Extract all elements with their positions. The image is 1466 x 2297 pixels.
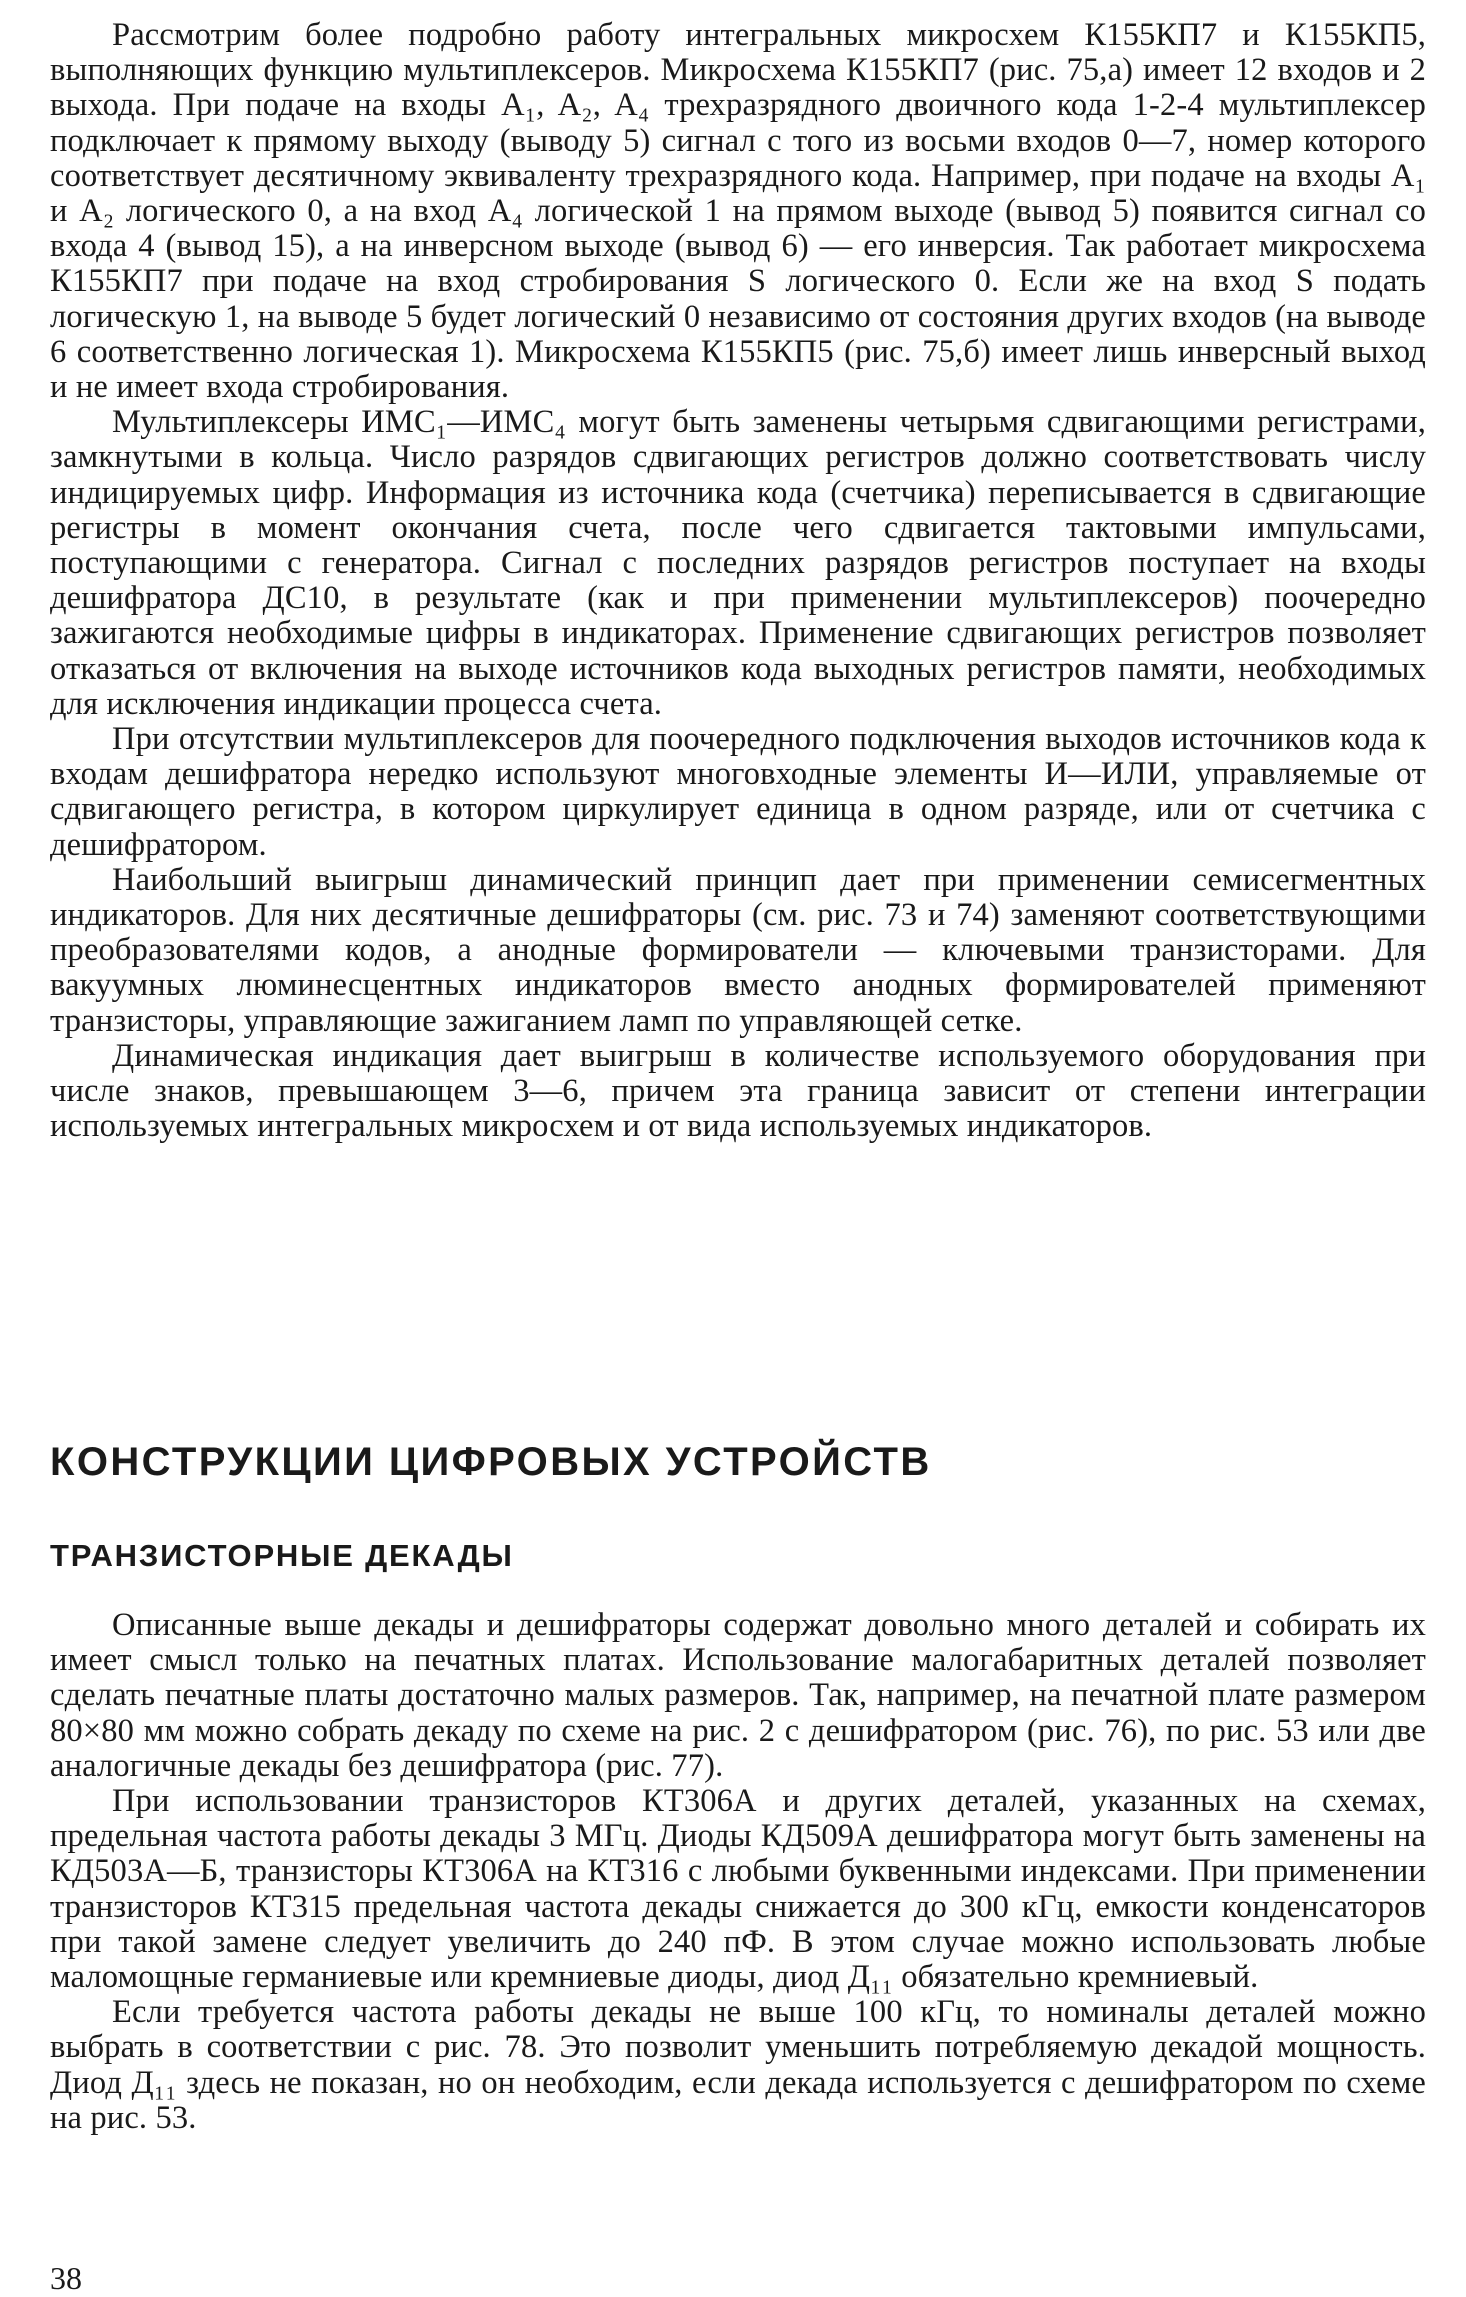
text-block-top: [50, 18, 1426, 1145]
paragraph-multiplexers-k155: Рассмотрим более подробно работу интегральных микросхем К155КП7 и К155КП5, выполняющих функцию мультиплексеров. Микросхема К155КП7 (рис. 75,а) имеет 12 входов и 2 выхода. При подаче на входы A₁, A₂, A₄ трехразрядного двоичного кода 1-2-4 мультиплексер подключает к прямому выходу (выводу 5) сигнал с того из восьми входов 0—7, номер которого соответствует десятичному эквиваленту трехразрядного кода. Например, при подаче на входы A₁ и A₂ логического 0, а на вход A₄ логической 1 на прямом выходе (вывод 5) появится сигнал со входа 4 (вывод 15), а на инверсном выходе (вывод 6) — его инверсия. Так работает микросхема К155КП7 при подаче на вход стробирования S логического 0. Если же на вход S подать логическую 1, на выводе 5 будет логический 0 независимо от состояния других входов (на выводе 6 соответственно логическая 1). Микросхема К155КП5 (рис. 75,б) имеет лишь инверсный выход и не имеет входа стробирования.: [50, 17, 1426, 406]
paragraph-and-or-elements: При отсутствии мультиплексеров для поочередного подключения выходов источников кода к входам дешифратора нередко используют многовходные элементы И—ИЛИ, управляемые от сдвигающего регистра, в котором циркулирует единица в одном разряде, или от счетчика с дешифратором.: [50, 721, 1426, 863]
text-block-bottom: [50, 1608, 1426, 2136]
subsection-title: ТРАНЗИСТОРНЫЕ ДЕКАДЫ: [50, 1538, 514, 1573]
paragraph-printed-boards: Описанные выше декады и дешифраторы содержат довольно много деталей и собирать их имеет смысл только на печатных платах. Использование малогабаритных деталей позволяет сделать печатные платы достаточно малых размеров. Так, например, на печатной плате размером 80×80 мм можно собрать декаду по схеме на рис. 2 с дешифратором (рис. 76), по рис. 53 или две аналогичные декады без дешифратора (рис. 77).: [50, 1607, 1426, 1784]
paragraph-dynamic-indication: Динамическая индикация дает выигрыш в количестве используемого оборудования при числе знаков, превышающем 3—6, причем эта граница зависит от степени интеграции используемых интегральных микросхем и от вида используемых индикаторов.: [50, 1037, 1426, 1145]
section-title: КОНСТРУКЦИИ ЦИФРОВЫХ УСТРОЙСТВ: [50, 1440, 932, 1484]
paragraph-shift-registers: Мультиплексеры ИМС₁—ИМС₄ могут быть заменены четырьмя сдвигающими регистрами, замкнутыми в кольца. Число разрядов сдвигающих регистров должно соответствовать числу индицируемых цифр. Информация из источника кода (счетчика) переписывается в сдвигающие регистры в момент окончания счета, после чего сдвигается тактовыми импульсами, поступающими с генератора. Сигнал с последних разрядов регистров поступает на входы дешифратора ДС10, в результате (как и при применении мультиплексеров) поочередно зажигаются необходимые цифры в индикаторах. Применение сдвигающих регистров позволяет отказаться от включения на выходе источников кода выходных регистров памяти, необходимых для исключения индикации процесса счета.: [50, 404, 1426, 722]
paragraph-low-frequency: Если требуется частота работы декады не выше 100 кГц, то номиналы деталей можно выбрать в соответствии с рис. 78. Это позволит уменьшить потребляемую декадой мощность. Диод Д₁₁ здесь не показан, но он необходим, если декада используется с дешифратором по схеме на рис. 53.: [50, 1994, 1426, 2136]
paragraph-seven-segment: Наибольший выигрыш динамический принцип дает при применении семисегментных индикаторов. Для них десятичные дешифраторы (см. рис. 73 и 74) заменяют соответствующими преобразователями кодов, а анодные формирователи — ключевыми транзисторами. Для вакуумных люминесцентных индикаторов вместо анодных формирователей применяют транзисторы, управляющие зажиганием ламп по управляющей сетке.: [50, 861, 1426, 1039]
page-number: 38: [50, 2260, 82, 2296]
paragraph-transistor-replacement: При использовании транзисторов КТ306А и других деталей, указанных на схемах, предельная частота работы декады 3 МГц. Диоды КД509А дешифратора могут быть заменены на КД503А—Б, транзисторы КТ306А на КТ316 с любыми буквенными индексами. При применении транзисторов КТ315 предельная частота декады снижается до 300 кГц, емкости конденсаторов при такой замене следует увеличить до 240 пФ. В этом случае можно использовать любые маломощные германиевые или кремниевые диоды, диод Д₁₁ обязательно кремниевый.: [50, 1783, 1426, 1996]
